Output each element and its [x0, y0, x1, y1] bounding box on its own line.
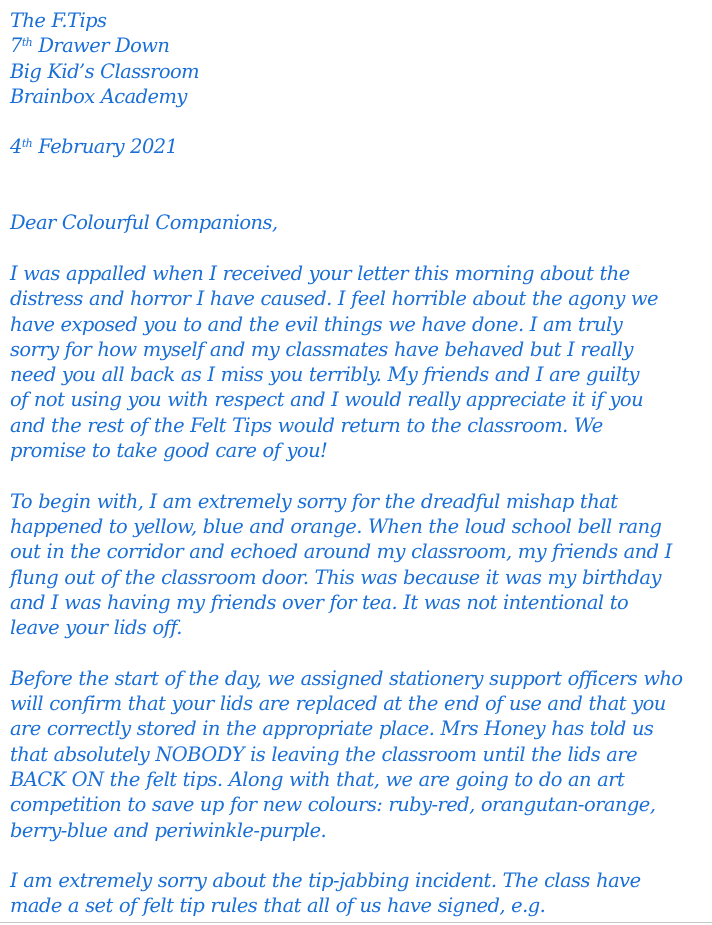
address-line: Big Kid’s Classroom [10, 59, 200, 83]
text-line: leave your lids off. [10, 616, 182, 640]
text-line: of not using you with respect and I would really appreciate it if you [10, 388, 644, 412]
letter-body [10, 8, 710, 919]
text-line: distress and horror I have caused. I feel horrible about the agony we [10, 287, 658, 311]
text-line: and I was having my friends over for tea. It was not intentional to [10, 590, 629, 614]
text-line: out in the corridor and echoed around my classroom, my friends and I [10, 540, 672, 564]
salutation: Dear Colourful Companions, [10, 211, 278, 235]
text-line: Before the start of the day, we assigned stationery support officers who [10, 666, 683, 690]
text-line: made a set of felt tip rules that all of us have signed, e.g. [10, 894, 546, 918]
address-line: The F.Tips [10, 9, 107, 32]
text-line: I was appalled when I received your letter this morning about the [10, 261, 630, 285]
text-line: are correctly stored in the appropriate place. Mrs Honey has told us [10, 717, 654, 741]
paragraph [10, 261, 710, 463]
text-line: that absolutely NOBODY is leaving the classroom until the lids are [10, 742, 638, 766]
text-line: and the rest of the Felt Tips would return to the classroom. We [10, 413, 603, 437]
text-line: flung out of the classroom door. This was because it was my birthday [10, 565, 661, 589]
text-line: I am extremely sorry about the tip-jabbing incident. The class have [10, 869, 641, 893]
text-line: sorry for how myself and my classmates have behaved but I really [10, 337, 633, 361]
text-line: promise to take good care of you! [10, 439, 328, 463]
text-line: need you all back as I miss you terribly. My friends and I are guilty [10, 363, 639, 387]
paragraph [10, 489, 710, 641]
text-line: will confirm that your lids are replaced at the end of use and that you [10, 692, 666, 716]
page-bottom-divider [0, 922, 712, 923]
address-line: Brainbox Academy [10, 84, 187, 108]
paragraph [10, 666, 710, 843]
address-line: 7th Drawer Down [10, 34, 170, 58]
sender-address [10, 8, 710, 109]
paragraph [10, 868, 710, 919]
text-line: BACK ON the felt tips. Along with that, we are going to do an art [10, 767, 625, 791]
text-line: competition to save up for new colours: ruby-red, orangutan-orange, [10, 793, 656, 817]
text-line: have exposed you to and the evil things we have done. I am truly [10, 312, 623, 336]
letter-date: 4th February 2021 [10, 135, 178, 159]
text-line: To begin with, I am extremely sorry for the dreadful mishap that [10, 489, 618, 513]
text-line: happened to yellow, blue and orange. When the loud school bell rang [10, 514, 662, 538]
text-line: berry-blue and periwinkle-purple. [10, 818, 327, 842]
